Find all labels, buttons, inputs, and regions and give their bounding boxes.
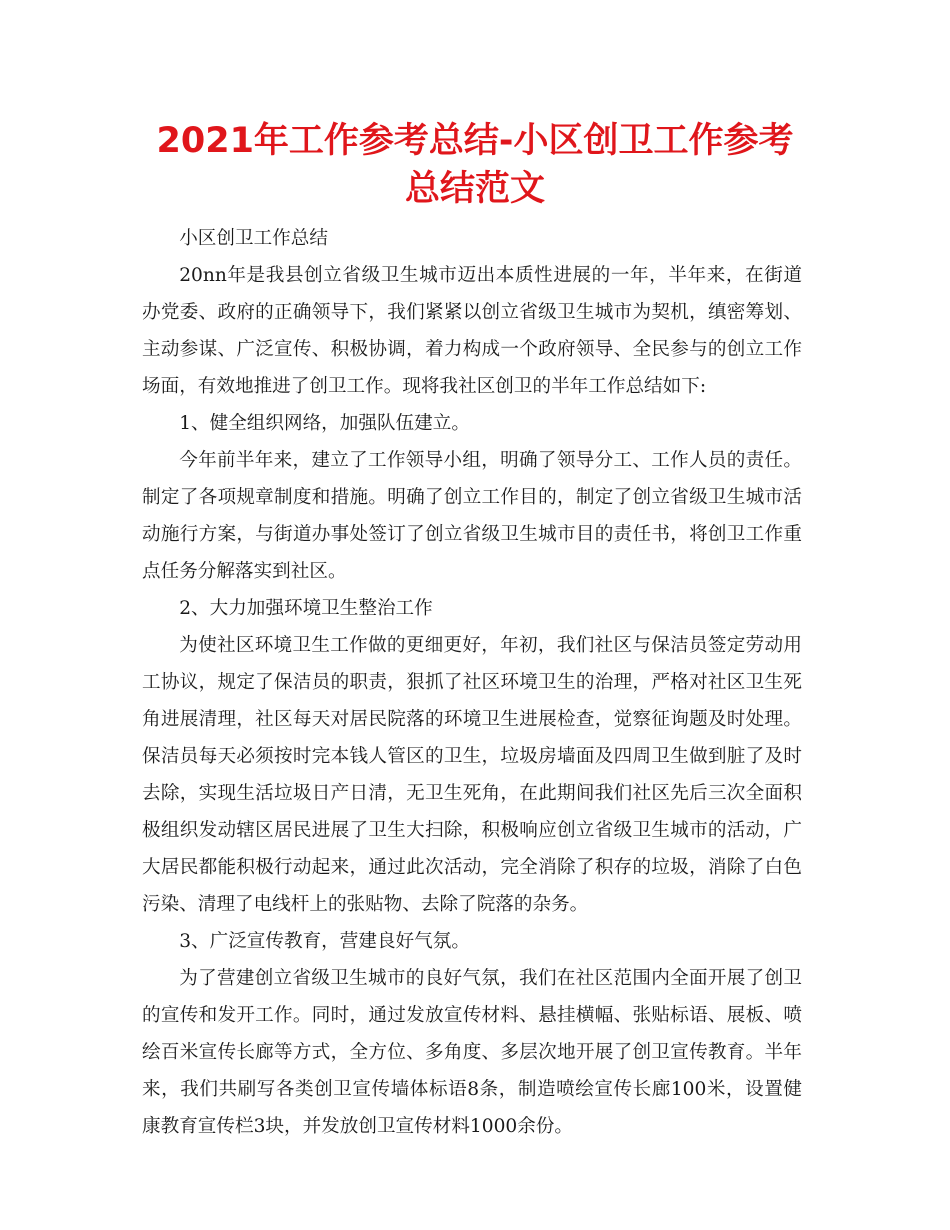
section-heading: 2、大力加强环境卫生整治工作: [179, 598, 433, 619]
body-paragraph: 今年前半年来，建立了工作领导小组，明确了领导分工、工作人员的责任。制定了各项规章制度和措施。明确了创立工作目的，制定了创立省级卫生城市活动施行方案，与街道办事处签订了创立省级卫生城市目的责任书，将创卫工作重点任务分解落实到社区。: [142, 450, 802, 582]
section-heading: 3、广泛宣传教育，营建良好气氛。: [179, 931, 470, 952]
document-body: [142, 220, 802, 1145]
body-paragraph: 为了营建创立省级卫生城市的良好气氛，我们在社区范围内全面开展了创卫的宣传和发开工作。同时，通过发放宣传材料、悬挂横幅、张贴标语、展板、喷绘百米宣传长廊等方式，全方位、多角度、多层次地开展了创卫宣传教育。半年来，我们共刷写各类创卫宣传墙体标语8条，制造喷绘宣传长廊100米，设置健康教育宣传栏3块，并发放创卫宣传材料1000余份。: [142, 968, 802, 1137]
body-paragraph: 为使社区环境卫生工作做的更细更好，年初，我们社区与保洁员签定劳动用工协议，规定了保洁员的职责，狠抓了社区环境卫生的治理，严格对社区卫生死角进展清理，社区每天对居民院落的环境卫生进展检查，觉察征询题及时处理。保洁员每天必须按时完本钱人管区的卫生，垃圾房墙面及四周卫生做到脏了及时去除，实现生活垃圾日产日清，无卫生死角，在此期间我们社区先后三次全面积极组织发动辖区居民进展了卫生大扫除，积极响应创立省级卫生城市的活动，广大居民都能积极行动起来，通过此次活动，完全消除了积存的垃圾，消除了白色污染、清理了电线杆上的张贴物、去除了院落的杂务。: [142, 635, 802, 915]
document-title: 2021年工作参考总结-小区创卫工作参考总结范文: [156, 121, 794, 209]
section-heading: 1、健全组织网络，加强队伍建立。: [179, 413, 470, 434]
body-paragraph: 20nn年是我县创立省级卫生城市迈出本质性进展的一年，半年来，在街道办党委、政府的正确领导下，我们紧紧以创立省级卫生城市为契机，缜密筹划、主动参谋、广泛宣传、积极协调，着力构成一个政府领导、全民参与的创立工作场面，有效地推进了创卫工作。现将我社区创卫的半年工作总结如下:: [142, 265, 802, 397]
section-heading: 小区创卫工作总结: [179, 228, 328, 249]
